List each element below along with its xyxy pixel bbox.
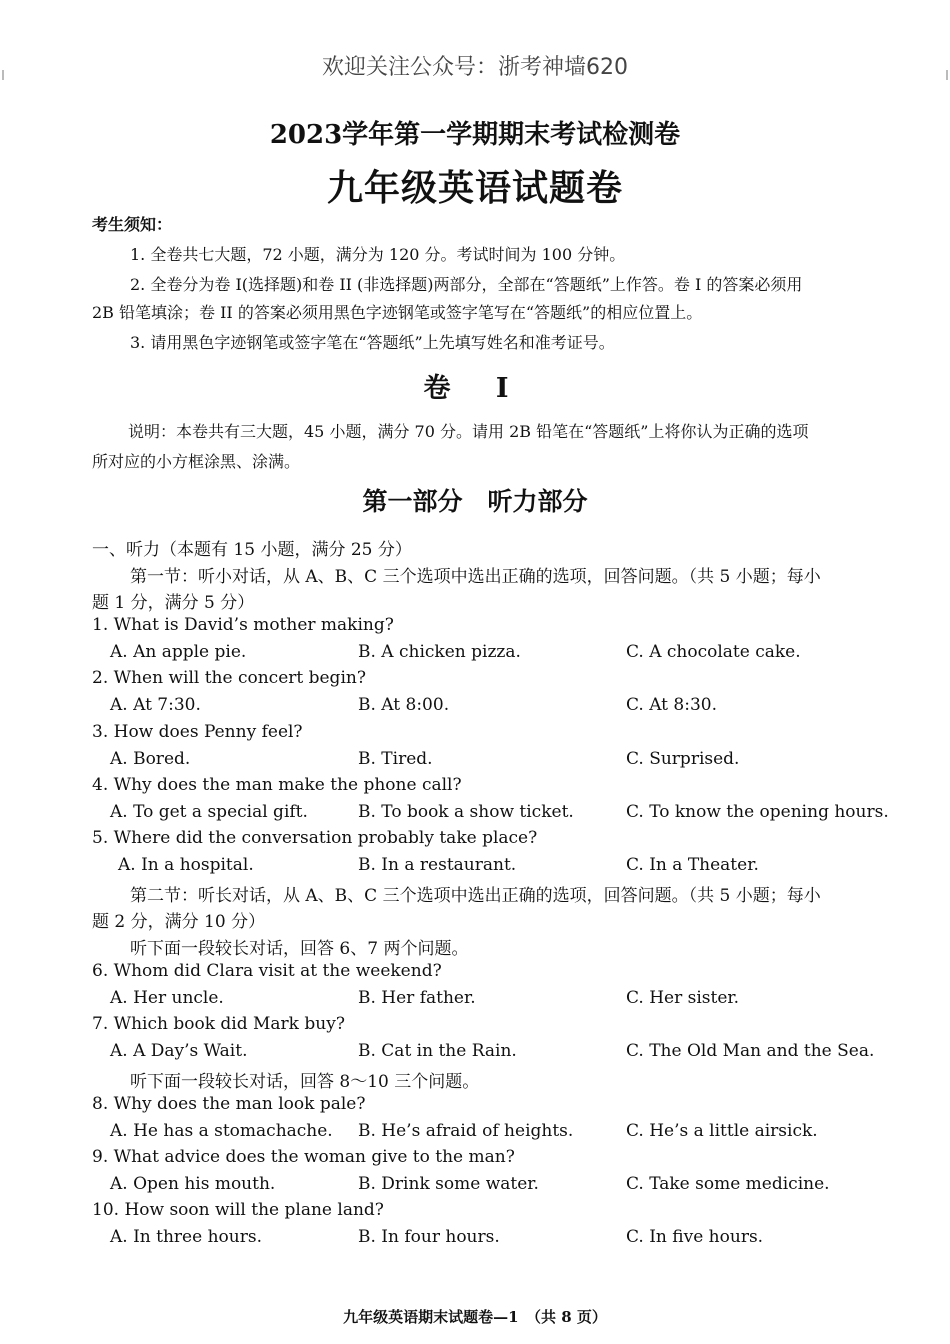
option-b: B. Tired. <box>358 749 433 769</box>
option-b: B. He’s afraid of heights. <box>358 1121 574 1141</box>
question-stem: 3. How does Penny feel? <box>92 722 303 742</box>
page-footer: 九年级英语期末试题卷—1 （共 8 页） <box>343 1308 607 1326</box>
header-note: 欢迎关注公众号：浙考神墙620 <box>322 55 628 80</box>
option-c: C. Take some medicine. <box>626 1174 830 1194</box>
volume-note-continued: 所对应的小方框涂黑、涂满。 <box>92 452 301 471</box>
option-a: A. An apple pie. <box>110 642 247 662</box>
question-stem: 2. When will the concert begin? <box>92 668 366 688</box>
exam-title: 2023学年第一学期期末考试检测卷 <box>269 120 681 150</box>
option-b: B. A chicken pizza. <box>358 642 521 662</box>
section-title: 一、听力（本题有 15 小题，满分 25 分） <box>92 540 412 560</box>
section-subheading: 第一节：听小对话，从 A、B、C 三个选项中选出正确的选项，回答问题。（共 5 小题；每小 <box>130 567 821 587</box>
option-b: B. Her father. <box>358 988 476 1008</box>
option-a: A. Open his mouth. <box>110 1174 276 1194</box>
section-subheading-continued: 题 2 分，满分 10 分） <box>92 912 266 932</box>
option-a: A. At 7:30. <box>110 695 201 715</box>
notice-item-continued: 2B 铅笔填涂；卷 II 的答案必须用黑色字迹钢笔或签字笔写在“答题纸”的相应位置上。 <box>92 303 703 322</box>
option-a: A. Her uncle. <box>110 988 224 1008</box>
option-b: B. Cat in the Rain. <box>358 1041 517 1061</box>
option-a: A. He has a stomachache. <box>110 1121 333 1141</box>
option-b: B. To book a show ticket. <box>358 802 574 822</box>
option-c: C. In five hours. <box>626 1227 764 1247</box>
option-a: A. A Day’s Wait. <box>110 1041 248 1061</box>
option-c: C. The Old Man and the Sea. <box>626 1041 875 1061</box>
option-c: C. To know the opening hours. <box>626 802 889 822</box>
notice-item: 2. 全卷分为卷 I(选择题)和卷 II (非选择题)两部分，全部在“答题纸”上作答。卷 I 的答案必须用 <box>130 275 803 294</box>
question-stem: 10. How soon will the plane land? <box>92 1200 384 1220</box>
question-stem: 6. Whom did Clara visit at the weekend? <box>92 961 442 981</box>
option-a: A. In three hours. <box>110 1227 262 1247</box>
listening-instruction: 听下面一段较长对话，回答 8～10 三个问题。 <box>130 1072 480 1092</box>
option-b: B. In four hours. <box>358 1227 500 1247</box>
exam-subtitle: 九年级英语试题卷 <box>326 167 623 209</box>
section-subheading: 第二节：听长对话，从 A、B、C 三个选项中选出正确的选项，回答问题。（共 5 小题；每小 <box>130 886 821 906</box>
question-stem: 5. Where did the conversation probably take place? <box>92 828 538 848</box>
option-c: C. Her sister. <box>626 988 740 1008</box>
volume-note: 说明：本卷共有三大题，45 小题，满分 70 分。请用 2B 铅笔在“答题纸”上将你认为正确的选项 <box>128 422 809 441</box>
option-a: A. Bored. <box>110 749 191 769</box>
listening-instruction: 听下面一段较长对话，回答 6、7 两个问题。 <box>130 939 469 959</box>
option-b: B. At 8:00. <box>358 695 450 715</box>
notice-item: 1. 全卷共七大题，72 小题，满分为 120 分。考试时间为 100 分钟。 <box>130 245 626 264</box>
option-c: C. He’s a little airsick. <box>626 1121 818 1141</box>
question-stem: 9. What advice does the woman give to the man? <box>92 1147 515 1167</box>
question-stem: 1. What is David’s mother making? <box>92 615 394 635</box>
option-c: C. A chocolate cake. <box>626 642 801 662</box>
section-subheading-continued: 题 1 分，满分 5 分） <box>92 593 255 613</box>
option-c: C. At 8:30. <box>626 695 718 715</box>
notice-item: 3. 请用黑色字迹钢笔或签字笔在“答题纸”上先填写姓名和准考证号。 <box>130 333 615 352</box>
volume-title: 卷 I <box>423 373 527 404</box>
question-stem: 4. Why does the man make the phone call? <box>92 775 462 795</box>
option-a: A. In a hospital. <box>118 855 254 875</box>
option-b: B. Drink some water. <box>358 1174 539 1194</box>
option-c: C. In a Theater. <box>626 855 759 875</box>
part-title: 第一部分 听力部分 <box>362 487 588 516</box>
notice-heading: 考生须知： <box>92 215 173 234</box>
option-c: C. Surprised. <box>626 749 740 769</box>
option-b: B. In a restaurant. <box>358 855 517 875</box>
option-a: A. To get a special gift. <box>110 802 308 822</box>
question-stem: 8. Why does the man look pale? <box>92 1094 366 1114</box>
question-stem: 7. Which book did Mark buy? <box>92 1014 345 1034</box>
